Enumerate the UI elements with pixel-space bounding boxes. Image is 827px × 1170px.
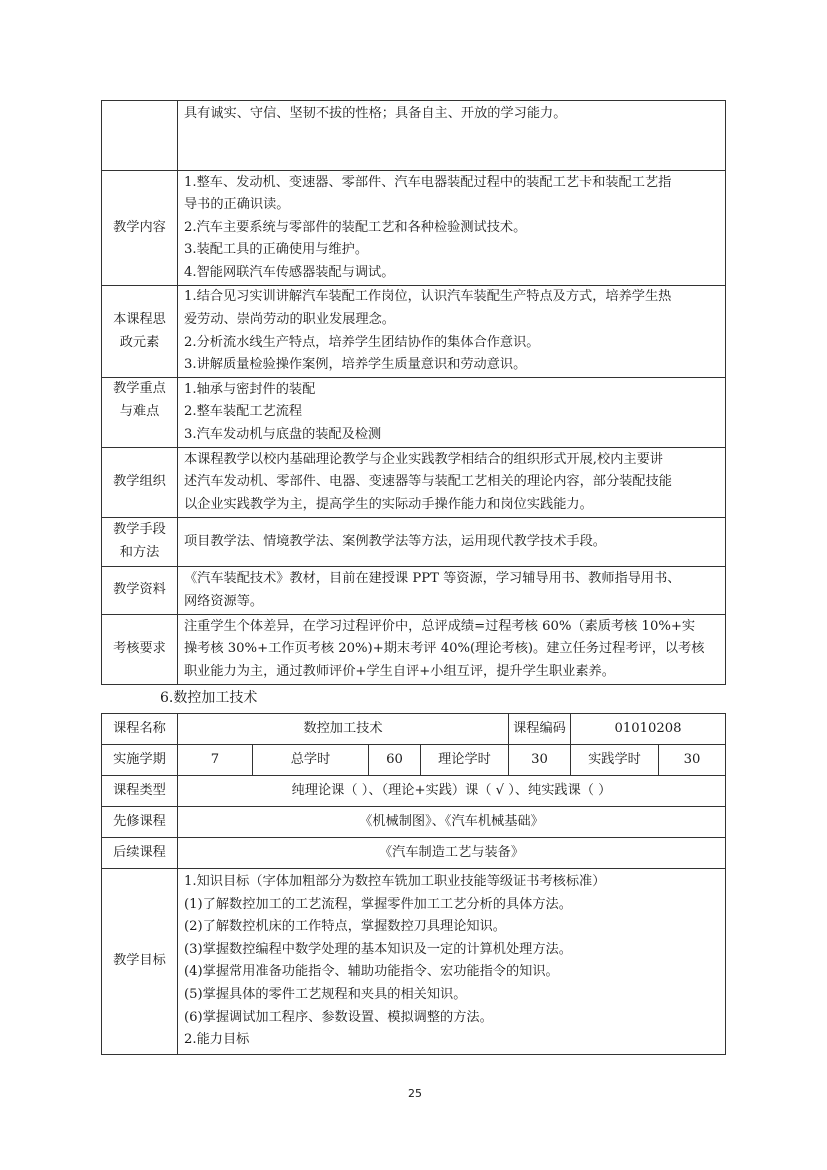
- goal-line: (6)掌握调试加工程序、参数设置、模拟调整的方法。: [184, 1009, 493, 1025]
- row-label: 本课程思政元素: [102, 286, 178, 378]
- content-line: 述汽车发动机、零部件、电器、变速器等与装配工艺相关的理论内容，部分装配技能: [184, 474, 672, 490]
- section-title: 6.数控加工技术: [160, 690, 258, 706]
- table-row: [102, 838, 726, 869]
- semester: 7: [178, 745, 253, 776]
- followup-label: 后续课程: [102, 838, 178, 869]
- table-row: [102, 101, 726, 171]
- content-line: 爱劳动、崇尚劳动的职业发展理念。: [184, 311, 395, 327]
- row-content: [178, 615, 726, 685]
- goal-line: (5)掌握具体的零件工艺规程和夹具的相关知识。: [184, 986, 467, 1002]
- row-content: [178, 567, 726, 615]
- row-content: [178, 448, 726, 518]
- content-line: 项目教学法、情境教学法、案例教学法等方法，运用现代教学技术手段。: [184, 533, 606, 549]
- row-content: [178, 101, 726, 171]
- table-row: [102, 776, 726, 807]
- goal-line: (1)了解数控加工的工艺流程，掌握零件加工工艺分析的具体方法。: [184, 896, 572, 912]
- total-hours-label: 总学时: [253, 745, 369, 776]
- content-line: 以企业实践教学为主，提高学生的实际动手操作能力和岗位实践能力。: [184, 496, 593, 512]
- content-line: 1.轴承与密封件的装配: [184, 381, 316, 397]
- content-line: 3.讲解质量检验操作案例，培养学生质量意识和劳动意识。: [184, 357, 527, 373]
- semester-label: 实施学期: [102, 745, 178, 776]
- table-row: [102, 378, 726, 448]
- table-row: [102, 807, 726, 838]
- content-line: 2.汽车主要系统与零部件的装配工艺和各种检验测试技术。: [184, 219, 527, 235]
- content-line: 网络资源等。: [184, 593, 264, 609]
- row-content: [178, 518, 726, 567]
- row-label: 教学内容: [102, 171, 178, 286]
- practice-hours-label: 实践学时: [571, 745, 659, 776]
- content-line: 本课程教学以校内基础理论教学与企业实践教学相结合的组织形式开展,校内主要讲: [184, 451, 663, 467]
- row-label: 考核要求: [102, 615, 178, 685]
- goal-line: (2)了解数控机床的工作特点，掌握数控刀具理论知识。: [184, 919, 506, 935]
- content-line: 3.装配工具的正确使用与维护。: [184, 242, 369, 258]
- table-row: [102, 286, 726, 378]
- row-content: [178, 171, 726, 286]
- theory-hours-label: 理论学时: [421, 745, 509, 776]
- followup-courses: 《汽车制造工艺与装备》: [178, 838, 726, 869]
- table-row: [102, 869, 726, 1055]
- row-content: [178, 286, 726, 378]
- table-row: [102, 567, 726, 615]
- course-name: 数控加工技术: [178, 714, 509, 745]
- goal-line: (4)掌握常用准备功能指令、辅助功能指令、宏功能指令的知识。: [184, 964, 559, 980]
- table-row: [102, 745, 726, 776]
- content-line: 导书的正确识读。: [184, 197, 290, 213]
- goal-line: (3)掌握数控编程中数学处理的基本知识及一定的计算机处理方法。: [184, 941, 572, 957]
- content-line: 职业能力为主，通过教师评价+学生自评+小组互评，提升学生职业素养。: [184, 663, 615, 679]
- total-hours: 60: [369, 745, 421, 776]
- content-line: 注重学生个体差异，在学习过程评价中，总评成绩=过程考核 60%（素质考核 10%+实: [184, 618, 696, 634]
- course-name-label: 课程名称: [102, 714, 178, 745]
- table-row: [102, 518, 726, 567]
- row-label: 教学组织: [102, 448, 178, 518]
- table-row: [102, 171, 726, 286]
- course-type-label: 课程类型: [102, 776, 178, 807]
- table-row: [102, 714, 726, 745]
- content-line: 1.结合见习实训讲解汽车装配工作岗位，认识汽车装配生产特点及方式，培养学生热: [184, 289, 672, 305]
- theory-hours: 30: [509, 745, 571, 776]
- table-row: [102, 448, 726, 518]
- content-line: 操考核 30%+工作页考核 20%)+期末考评 40%(理论考核)。建立任务过程考评，以考核: [184, 641, 705, 657]
- course-code: 01010208: [571, 714, 726, 745]
- content-line: 4.智能网联汽车传感器装配与调试。: [184, 264, 395, 280]
- course-table-continued: [101, 100, 726, 685]
- prereq-label: 先修课程: [102, 807, 178, 838]
- goal-line: 2.能力目标: [184, 1032, 250, 1048]
- course-type: 纯理论课（ ）、（理论+实践）课（ √ ）、纯实践课（ ）: [178, 776, 726, 807]
- prereq-courses: 《机械制图》、《汽车机械基础》: [178, 807, 726, 838]
- course-code-label: 课程编码: [509, 714, 571, 745]
- content-line: 2.分析流水线生产特点，培养学生团结协作的集体合作意识。: [184, 334, 540, 350]
- row-label: 教学重点与难点: [102, 378, 178, 448]
- goals-label: 教学目标: [102, 869, 178, 1055]
- row-label: [102, 101, 178, 171]
- content-line: 1.整车、发动机、变速器、零部件、汽车电器装配过程中的装配工艺卡和装配工艺指: [184, 174, 672, 190]
- row-label: 教学手段和方法: [102, 518, 178, 567]
- content-line: 具有诚实、守信、坚韧不拔的性格；具备自主、开放的学习能力。: [184, 106, 567, 121]
- content-line: 2.整车装配工艺流程: [184, 404, 303, 420]
- page-number: 25: [408, 1087, 422, 1100]
- content-line: 《汽车装配技术》教材，目前在建授课 PPT 等资源，学习辅导用书、教师指导用书、: [184, 570, 681, 586]
- goal-line: 1.知识目标（字体加粗部分为数控车铣加工职业技能等级证书考核标准）: [184, 874, 606, 889]
- table-row: [102, 615, 726, 685]
- content-line: 3.汽车发动机与底盘的装配及检测: [184, 426, 382, 442]
- teaching-goals: [178, 869, 726, 1055]
- row-label: 教学资料: [102, 567, 178, 615]
- course-info-table: [101, 713, 726, 1055]
- practice-hours: 30: [659, 745, 726, 776]
- row-content: [178, 378, 726, 448]
